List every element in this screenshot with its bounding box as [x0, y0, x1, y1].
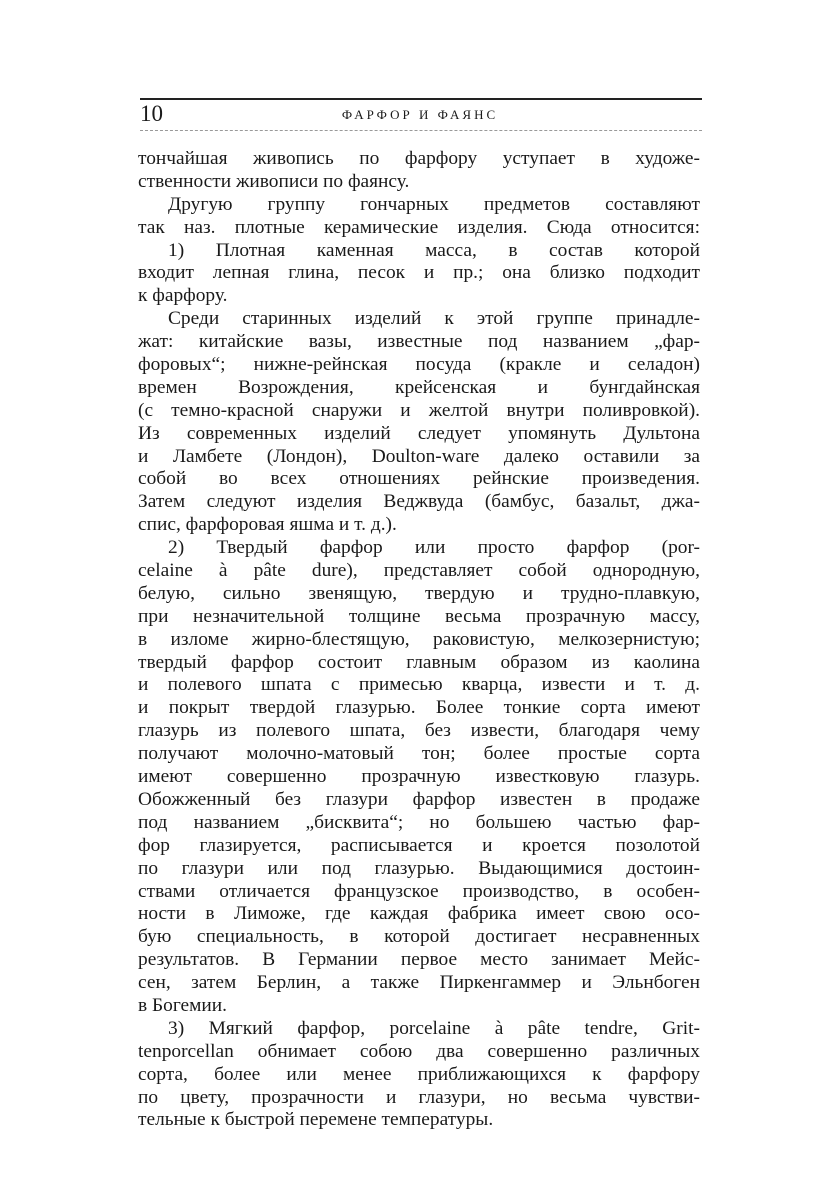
text-line: и полевого шпата с примесью кварца, извести и т. д. — [138, 674, 700, 696]
text-line: (с темно-красной снаружи и желтой внутри поливровкой). — [138, 399, 700, 421]
text-line: тельные к быстрой перемене температуры. — [138, 1109, 494, 1131]
text-line: входит лепная глина, песок и пр.; она близко подходит — [138, 262, 700, 284]
text-line: 1) Плотная каменная масса, в состав которой — [168, 239, 700, 261]
text-line: ности в Лиможе, где каждая фабрика имеет свою осо- — [138, 903, 700, 925]
text-line: твердый фарфор состоит главным образом из каолина — [138, 651, 700, 673]
text-line: фор глазируется, расписывается и кроется позолотой — [138, 834, 700, 856]
text-line: глазурь из полевого шпата, без извести, благодаря чему — [138, 720, 700, 742]
text-line: tenporcellan обнимает собою два совершенно различных — [138, 1040, 700, 1062]
text-line: получают молочно-матовый тон; более простые сорта — [138, 743, 700, 765]
text-line: 2) Твердый фарфор или просто фарфор (por- — [168, 537, 700, 559]
text-line: бую специальность, в которой достигает несравненных — [138, 926, 700, 948]
header-underline — [140, 130, 702, 131]
text-line: в изломе жирно-блестящую, раковистую, мелкозернистую; — [138, 628, 700, 650]
text-line: Затем следуют изделия Веджвуда (бамбус, базальт, джа- — [138, 491, 700, 513]
text-line: celaine à pâte dure), представляет собой однородную, — [138, 560, 700, 582]
text-line: Обожженный без глазури фарфор известен в продаже — [138, 788, 700, 810]
text-line: при незначительной толщине весьма прозрачную массу, — [138, 605, 700, 627]
text-line: жат: китайские вазы, известные под названием „фар- — [138, 331, 700, 353]
text-line: форовых“; нижне-рейнская посуда (кракле и селадон) — [138, 354, 700, 376]
running-title: ФАРФОР И ФАЯНС — [341, 107, 499, 122]
page-number: 10 — [140, 101, 163, 126]
text-line: спис, фарфоровая яшма и т. д.). — [138, 514, 397, 536]
text-line: и покрыт твердой глазурью. Более тонкие сорта имеют — [138, 697, 700, 719]
text-line: сорта, более или менее приближающихся к фарфору — [138, 1063, 700, 1085]
text-line: результатов. В Германии первое место занимает Мейс- — [138, 949, 700, 971]
text-line: в Богемии. — [138, 994, 228, 1016]
text-line: по глазури или под глазурью. Выдающимися достоин- — [138, 857, 700, 879]
text-line: тончайшая живопись по фарфору уступает в художе- — [138, 148, 700, 169]
text-line: времен Возрождения, крейсенская и бунгдайнская — [138, 376, 700, 398]
text-line: имеют совершенно прозрачную известковую глазурь. — [138, 766, 700, 788]
text-line: и Ламбете (Лондон), Doulton-ware далеко оставили за — [138, 445, 700, 467]
text-line: так наз. плотные керамические изделия. Сюда относится: — [138, 216, 700, 238]
text-line: Среди старинных изделий к этой группе принадле- — [168, 308, 700, 330]
text-line: собой во всех отношениях рейнские произведения. — [138, 468, 700, 490]
text-line: Из современных изделий следует упомянуть Дультона — [138, 422, 700, 444]
text-line: ственности живописи по фаянсу. — [138, 170, 410, 192]
text-line: к фарфору. — [138, 285, 228, 307]
text-line: белую, сильно звенящую, твердую и трудно-плавкую, — [138, 582, 700, 604]
text-line: по цвету, прозрачности и глазури, но весьма чувстви- — [138, 1086, 700, 1108]
text-line: Другую группу гончарных предметов составляют — [168, 193, 700, 215]
text-line: под названием „бисквита“; но большею частью фар- — [138, 811, 700, 833]
body-text — [138, 148, 700, 1132]
text-line: сен, затем Берлин, а также Пиркенгаммер и Эльнбоген — [138, 972, 700, 994]
text-line: 3) Мягкий фарфор, porcelaine à pâte tendre, Grit- — [168, 1017, 700, 1039]
text-line: ствами отличается французское производство, в особен- — [138, 880, 700, 902]
header-rule — [140, 98, 702, 100]
